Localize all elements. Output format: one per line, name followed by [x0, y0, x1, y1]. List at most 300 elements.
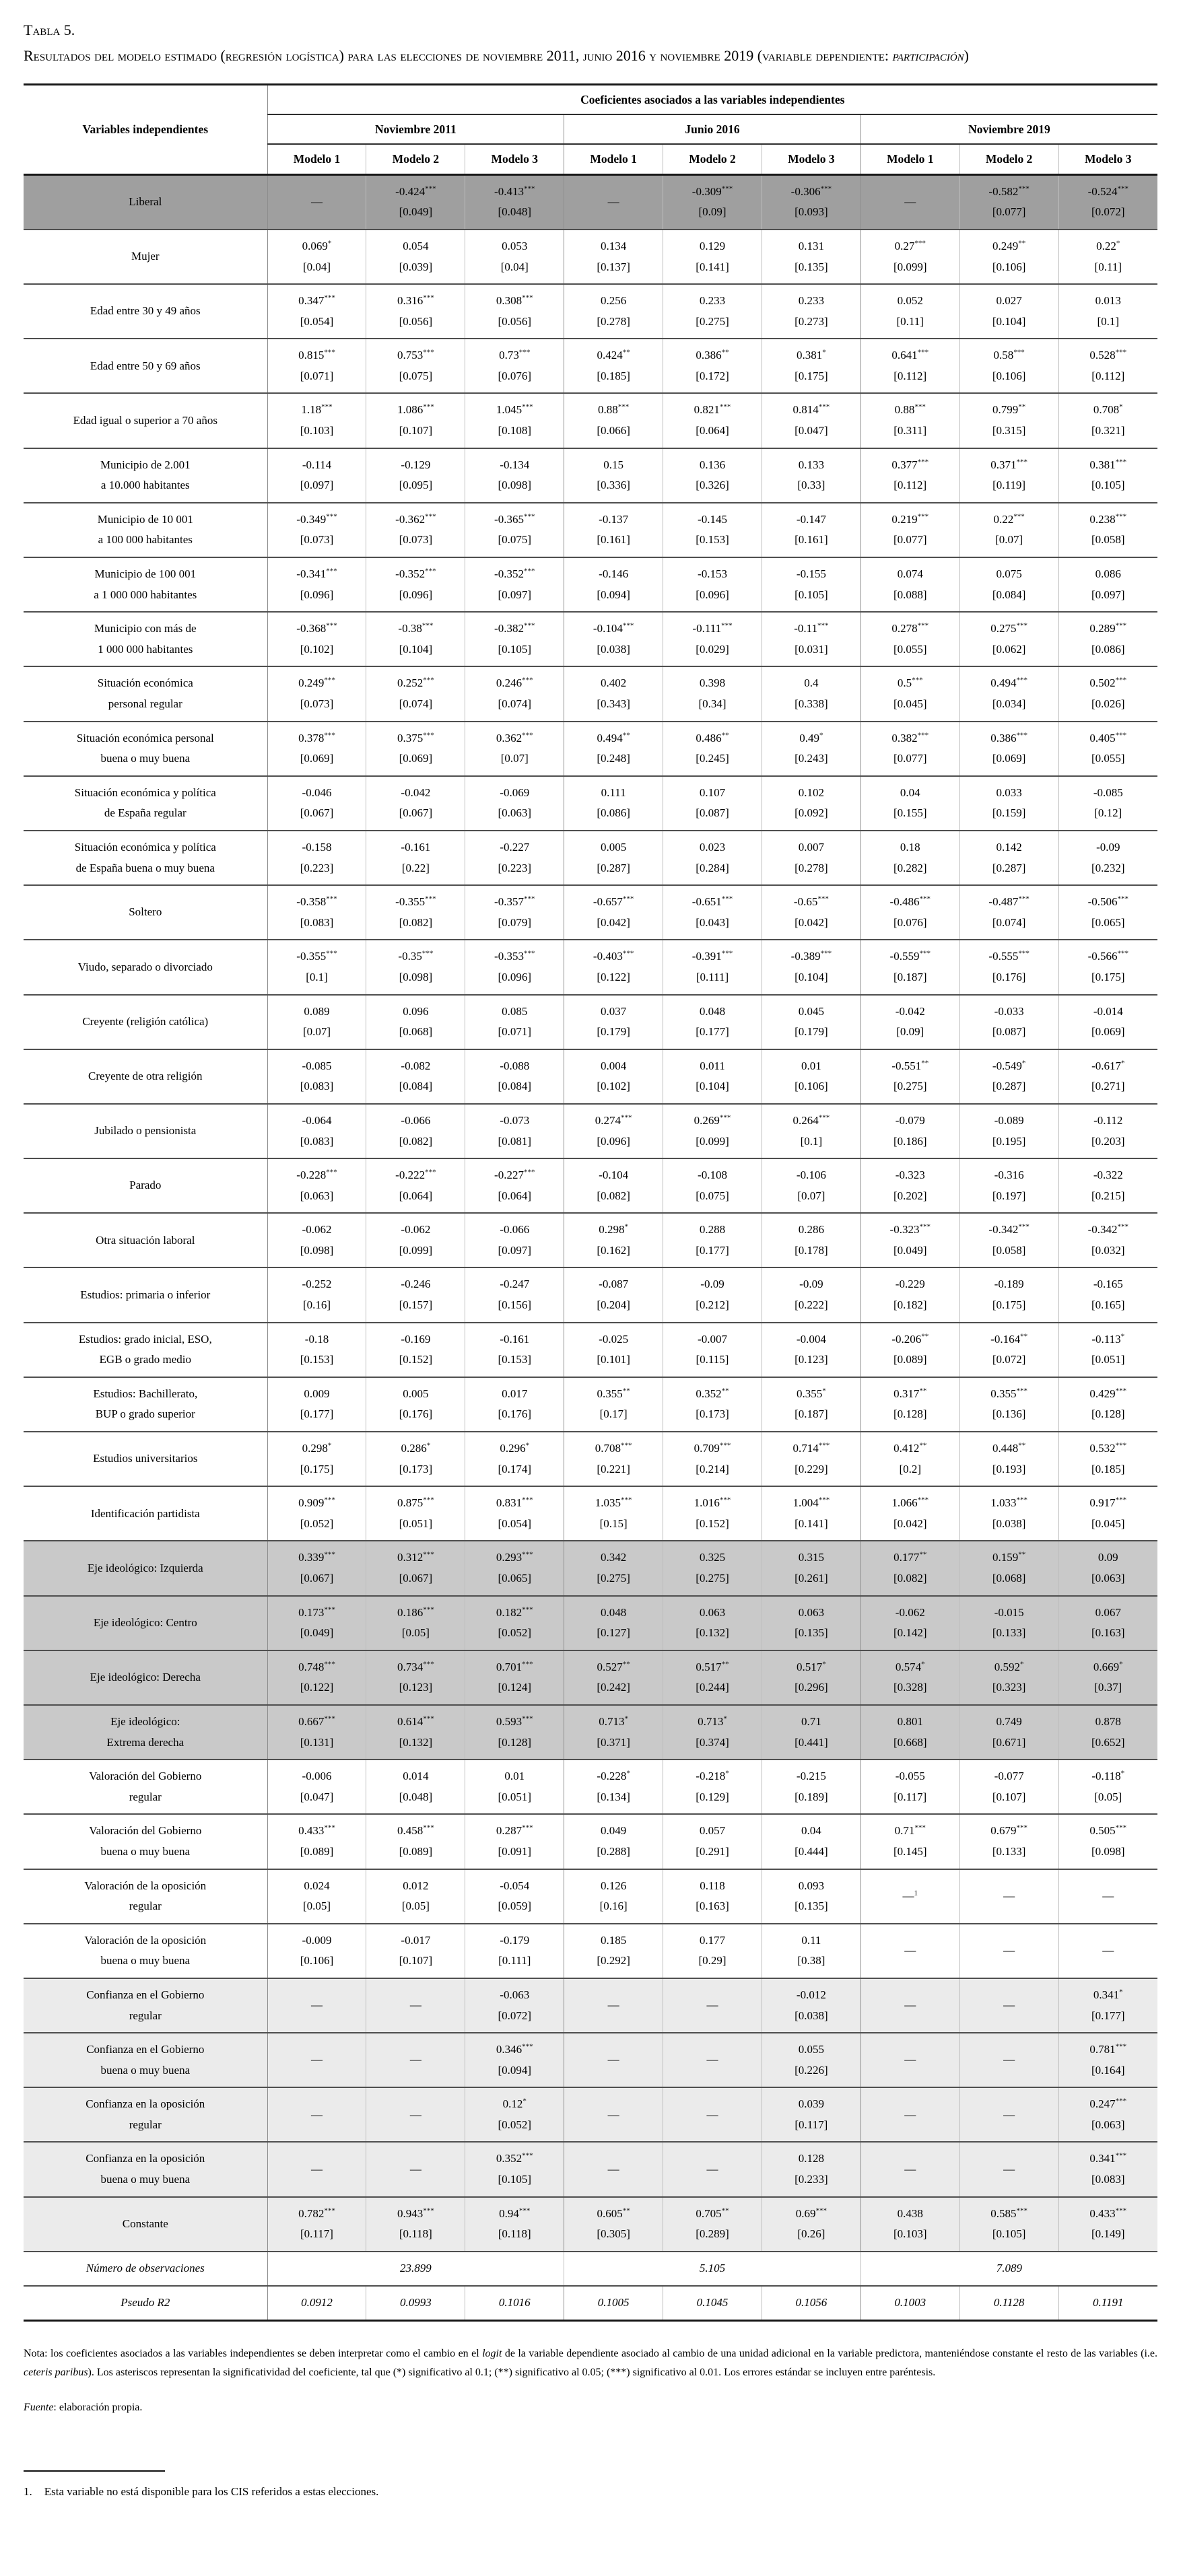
coefficient-cell: [762, 1814, 861, 1869]
coefficient-value: -0.069: [500, 786, 530, 799]
coefficient-cell: [861, 1158, 959, 1213]
coefficient-value: -0.357***: [494, 895, 535, 909]
coefficient-value: -0.189: [994, 1278, 1024, 1291]
standard-error: [0.315]: [992, 424, 1026, 438]
standard-error: [0.034]: [992, 697, 1026, 711]
variable-label: Estudios: Bachillerato, BUP o grado superior: [93, 1387, 198, 1421]
coefficient-cell: [1058, 1924, 1157, 1978]
coefficient-value: 0.339***: [298, 1550, 335, 1564]
standard-error: [0.296]: [795, 1681, 828, 1694]
coefficient-value: -0.215: [796, 1770, 826, 1783]
coefficient-cell: [465, 1978, 564, 2033]
coefficient-cell: [762, 448, 861, 503]
standard-error: [0.197]: [992, 1189, 1026, 1202]
standard-error: [0.042]: [597, 915, 630, 929]
standard-error: [0.374]: [696, 1735, 729, 1749]
standard-error: [0.076]: [498, 369, 532, 382]
variable-label: Municipio de 10 001 a 100 000 habitantes: [97, 512, 193, 547]
coefficient-value: 0.679***: [990, 1823, 1027, 1838]
coefficient-cell: [663, 1486, 762, 1541]
coefficient-value: -0.323***: [889, 1222, 931, 1237]
significance-marker: *: [819, 730, 823, 739]
standard-error: [0.042]: [795, 915, 828, 929]
significance-marker: ***: [423, 348, 434, 357]
significance-marker: ***: [917, 348, 929, 357]
coefficient-value: 0.269***: [694, 1113, 731, 1127]
coefficient-cell: [1058, 230, 1157, 284]
significance-marker: ***: [1117, 184, 1128, 193]
not-available-dash: —: [904, 1944, 916, 1957]
significance-marker: ***: [1016, 1823, 1027, 1832]
coefficient-cell: [861, 2142, 959, 2196]
standard-error: [0.37]: [1094, 1681, 1122, 1694]
standard-error: [0.175]: [795, 369, 828, 382]
standard-error: [0.084]: [399, 1080, 433, 1093]
table-row: [24, 995, 1157, 1049]
standard-error: [0.15]: [599, 1517, 628, 1530]
coefficient-value: 0.382***: [891, 730, 929, 744]
coefficient-value: -0.042: [401, 786, 431, 799]
coefficient-cell: [861, 1541, 959, 1595]
variable-label: Situación económica personal buena o muy buena: [76, 731, 214, 765]
variable-label: Eje ideológico: Extrema derecha: [106, 1714, 184, 1749]
significance-marker: ***: [1016, 458, 1027, 466]
significance-marker: ***: [518, 348, 531, 357]
standard-error: [0.05]: [401, 1626, 430, 1640]
coefficient-value: 0.708***: [595, 1441, 632, 1455]
coefficient-value: 0.054: [403, 239, 429, 252]
coefficient-value: -0.007: [698, 1332, 727, 1346]
standard-error: [0.175]: [300, 1462, 334, 1475]
coefficient-value: 0.089: [304, 1004, 330, 1018]
variable-label: Identificación partidista: [90, 1506, 200, 1520]
coefficient-value: 0.22***: [993, 512, 1025, 526]
coefficient-cell: [465, 1486, 564, 1541]
ceteris-paribus-term: ceteris paribus: [24, 2367, 88, 2379]
significance-marker: **: [721, 1387, 729, 1395]
table-row: [24, 1978, 1157, 2033]
table-row: [24, 339, 1157, 393]
coefficient-cell: [762, 174, 861, 230]
standard-error: [0.076]: [893, 915, 927, 929]
footnote-number: 1.: [24, 2485, 32, 2499]
coefficient-value: -0.118*: [1091, 1769, 1125, 1783]
coefficient-value: 0.429***: [1089, 1387, 1127, 1400]
variable-label: Situación económica y política de España buena o muy buena: [74, 840, 216, 874]
coefficient-cell: [366, 1049, 465, 1104]
significance-marker: ***: [621, 1113, 632, 1122]
coefficient-cell: [959, 1158, 1058, 1213]
coefficient-cell: [267, 1924, 366, 1978]
coefficient-value: -0.355***: [296, 949, 337, 963]
variable-label: Confianza en la oposición buena o muy buena: [86, 2152, 205, 2186]
coefficient-cell: [1058, 1541, 1157, 1595]
table-row: [24, 284, 1157, 339]
coefficient-value: 0.18: [900, 840, 920, 854]
coefficient-cell: [959, 995, 1058, 1049]
standard-error: [0.026]: [1091, 697, 1125, 711]
table-title-text: Resultados del modelo estimado (regresión logística) para las elecciones de noviembre 2011, junio 2016 y noviembre 2019: [24, 46, 754, 64]
standard-error: [0.047]: [795, 424, 828, 438]
standard-error: [0.29]: [698, 1954, 727, 1968]
coefficient-cell: [861, 1705, 959, 1760]
standard-error: [0.223]: [300, 861, 334, 874]
coefficient-cell: [465, 339, 564, 393]
standard-error: [0.067]: [300, 806, 334, 820]
variable-label: Estudios: grado inicial, ESO, EGB o grado medio: [78, 1332, 212, 1366]
coefficient-cell: [1058, 393, 1157, 448]
coefficient-cell: [465, 1158, 564, 1213]
column-header-model: Modelo 3: [762, 144, 861, 174]
standard-error: [0.282]: [893, 861, 927, 874]
column-group-nov-2011: Noviembre 2011: [267, 114, 564, 144]
standard-error: [0.176]: [992, 970, 1026, 983]
coefficient-cell: [762, 1924, 861, 1978]
standard-error: [0.338]: [795, 697, 828, 711]
coefficient-value: 0.126: [601, 1879, 627, 1892]
coefficient-cell: [663, 174, 762, 230]
coefficient-value: 1.045***: [496, 403, 533, 417]
coefficient-value: -0.424***: [395, 184, 436, 198]
standard-error: [0.075]: [498, 533, 532, 547]
coefficient-cell: [267, 557, 366, 612]
standard-error: [0.096]: [498, 970, 532, 983]
coefficient-cell: [465, 885, 564, 940]
significance-marker: ***: [425, 1168, 436, 1177]
not-available-dash: —: [409, 2162, 421, 2175]
coefficient-value: 0.107: [699, 786, 726, 799]
column-header-model: Modelo 3: [465, 144, 564, 174]
coefficient-value: -0.104***: [593, 621, 634, 635]
coefficient-cell: [663, 284, 762, 339]
standard-error: [0.066]: [597, 424, 630, 438]
coefficient-cell: [959, 503, 1058, 557]
significance-marker: ***: [1018, 949, 1030, 958]
coefficient-cell: [267, 393, 366, 448]
table-number: Tabla 5.: [24, 22, 75, 38]
coefficient-cell: [1058, 1869, 1157, 1924]
coefficient-cell: [959, 2087, 1058, 2142]
standard-error: [0.288]: [597, 1844, 630, 1858]
coefficient-value: 0.316***: [397, 293, 434, 308]
standard-error: [0.106]: [992, 369, 1026, 382]
coefficient-cell: [959, 722, 1058, 776]
standard-error: [0.055]: [1091, 752, 1125, 765]
coefficient-cell: [959, 1596, 1058, 1650]
significance-marker: ***: [622, 895, 634, 903]
coefficient-cell: [564, 174, 663, 230]
not-available-dash: —: [607, 2162, 619, 2175]
standard-error: [0.106]: [300, 1954, 334, 1968]
coefficient-cell: [762, 557, 861, 612]
standard-error: [0.083]: [300, 915, 334, 929]
significance-marker: ***: [324, 293, 335, 302]
coefficient-value: 0.007: [798, 840, 824, 854]
standard-error: [0.086]: [597, 806, 630, 820]
significance-marker: ***: [721, 184, 733, 193]
significance-marker: ***: [321, 403, 333, 411]
standard-error: [0.07]: [797, 1189, 825, 1202]
coefficient-cell: [1058, 1978, 1157, 2033]
standard-error: [0.328]: [893, 1681, 927, 1694]
coefficient-cell: [465, 1104, 564, 1158]
coefficient-cell: [366, 1267, 465, 1322]
standard-error: [0.321]: [1091, 424, 1125, 438]
pseudo-r2-value: 0.0912: [267, 2286, 366, 2320]
significance-marker: *: [1120, 1769, 1125, 1778]
standard-error: [0.091]: [498, 1844, 532, 1858]
significance-marker: ***: [522, 1605, 533, 1613]
coefficient-cell: [959, 666, 1058, 721]
coefficient-cell: [366, 2197, 465, 2252]
coefficient-cell: [663, 995, 762, 1049]
standard-error: [0.104]: [795, 970, 828, 983]
coefficient-cell: [465, 503, 564, 557]
coefficient-cell: [1058, 1377, 1157, 1432]
standard-error: [0.128]: [1091, 1407, 1125, 1421]
coefficient-value: 0.111: [601, 786, 626, 799]
table-row: [24, 776, 1157, 831]
coefficient-cell: [1058, 612, 1157, 666]
standard-error: [0.1]: [1097, 314, 1120, 328]
significance-marker: ***: [425, 512, 436, 521]
coefficient-value: -0.362***: [395, 512, 436, 526]
standard-error: [0.067]: [399, 806, 433, 820]
standard-error: [0.444]: [795, 1844, 828, 1858]
coefficient-value: 0.494***: [990, 676, 1027, 690]
coefficient-cell: [959, 1869, 1058, 1924]
standard-error: [0.084]: [992, 588, 1026, 601]
table-row: [24, 1596, 1157, 1650]
coefficient-value: 0.355*: [797, 1387, 826, 1400]
standard-error: [0.077]: [893, 752, 927, 765]
standard-error: [0.083]: [300, 1080, 334, 1093]
coefficient-value: 0.287***: [496, 1823, 533, 1838]
standard-error: [0.096]: [300, 588, 334, 601]
standard-error: [0.117]: [795, 2118, 828, 2131]
significance-marker: ***: [523, 621, 535, 630]
coefficient-cell: [663, 503, 762, 557]
coefficient-value: 0.024: [304, 1879, 330, 1892]
significance-marker: **: [622, 730, 630, 739]
standard-error: [0.156]: [498, 1298, 532, 1312]
significance-marker: ***: [522, 676, 533, 685]
coefficient-cell: [861, 1213, 959, 1267]
coefficient-cell: [861, 1924, 959, 1978]
coefficient-cell: [366, 1978, 465, 2033]
table-row: [24, 1486, 1157, 1541]
coefficient-cell: [465, 1814, 564, 1869]
coefficient-cell: [762, 940, 861, 994]
standard-error: [0.052]: [498, 2118, 532, 2131]
coefficient-value: 0.377***: [891, 458, 929, 471]
standard-error: [0.051]: [1091, 1353, 1125, 1366]
coefficient-cell: [564, 666, 663, 721]
coefficient-cell: [959, 339, 1058, 393]
coefficient-cell: [663, 1596, 762, 1650]
coefficient-value: 0.096: [403, 1004, 429, 1018]
standard-error: [0.09]: [896, 1025, 924, 1039]
coefficient-cell: [959, 1541, 1058, 1595]
coefficient-value: -0.146: [599, 567, 629, 581]
significance-marker: ***: [1115, 2151, 1127, 2160]
coefficient-value: -0.064: [302, 1113, 332, 1127]
coefficient-cell: [959, 1814, 1058, 1869]
standard-error: [0.095]: [399, 479, 433, 492]
coefficient-value: -0.306***: [790, 184, 832, 198]
coefficient-value: -0.033: [994, 1004, 1024, 1018]
coefficient-cell: [762, 1869, 861, 1924]
coefficient-cell: [465, 2197, 564, 2252]
coefficient-value: 0.09: [1098, 1551, 1118, 1564]
coefficient-value: 0.593***: [496, 1714, 533, 1728]
standard-error: [0.152]: [696, 1517, 729, 1530]
standard-error: [0.096]: [399, 588, 433, 601]
table-row: [24, 1869, 1157, 1924]
coefficient-value: -0.218*: [696, 1769, 729, 1783]
results-table: [24, 83, 1157, 2322]
variable-label: Confianza en el Gobierno regular: [86, 1988, 205, 2022]
standard-error: [0.133]: [992, 1844, 1026, 1858]
significance-marker: ***: [1115, 1823, 1127, 1832]
coefficient-cell: [465, 1705, 564, 1760]
standard-error: [0.096]: [696, 588, 729, 601]
coefficient-value: -0.009: [302, 1933, 332, 1947]
coefficient-value: 0.286: [798, 1223, 824, 1237]
coefficient-value: -0.165: [1093, 1278, 1123, 1291]
coefficient-value: -0.006: [302, 1770, 332, 1783]
coefficient-value: 0.052: [897, 294, 923, 308]
coefficient-value: -0.108: [698, 1169, 727, 1182]
significance-marker: ***: [818, 1496, 830, 1504]
significance-marker: ***: [917, 621, 929, 630]
not-available-dash: —: [607, 2108, 619, 2121]
significance-marker: ***: [721, 895, 733, 903]
standard-error: [0.083]: [1091, 2173, 1125, 2186]
coefficient-value: 0.069*: [302, 239, 332, 252]
significance-marker: *: [822, 348, 826, 357]
coefficient-value: 0.129: [699, 239, 726, 252]
significance-marker: ***: [1115, 1387, 1127, 1395]
significance-marker: **: [1018, 403, 1026, 411]
coefficient-cell: [564, 776, 663, 831]
coefficient-cell: [1058, 1158, 1157, 1213]
coefficient-value: 0.086: [1095, 567, 1121, 581]
coefficient-value: 0.438: [897, 2206, 923, 2220]
standard-error: [0.229]: [795, 1462, 828, 1475]
standard-error: [0.055]: [893, 642, 927, 656]
coefficient-value: 0.398: [699, 676, 726, 690]
significance-marker: ***: [423, 676, 434, 685]
standard-error: [0.203]: [1091, 1134, 1125, 1148]
coefficient-value: 0.782***: [298, 2206, 335, 2220]
coefficient-cell: [1058, 1760, 1157, 1814]
standard-error: [0.064]: [498, 1189, 532, 1202]
significance-marker: **: [622, 2206, 630, 2215]
standard-error: [0.215]: [1091, 1189, 1125, 1202]
coefficient-value: -0.161: [500, 1332, 530, 1346]
coefficient-cell: [959, 1432, 1058, 1486]
significance-marker: ***: [719, 1113, 731, 1122]
coefficient-cell: [1058, 2142, 1157, 2196]
coefficient-value: 0.433***: [1089, 2206, 1127, 2220]
standard-error: [0.072]: [1091, 205, 1125, 219]
coefficient-value: -0.145: [698, 512, 727, 526]
coefficient-value: 0.067: [1095, 1605, 1121, 1619]
standard-error: [0.12]: [1094, 806, 1122, 820]
table-row: [24, 1267, 1157, 1322]
coefficient-value: -0.046: [302, 786, 332, 799]
significance-marker: *: [725, 1769, 729, 1778]
coefficient-value: 0.405***: [1089, 730, 1127, 744]
dependent-variable-note: (variable dependiente: participación): [757, 46, 969, 64]
coefficient-cell: [465, 940, 564, 994]
table-row: [24, 1924, 1157, 1978]
coefficient-value: 0.528***: [1089, 348, 1127, 362]
standard-error: [0.161]: [795, 533, 828, 547]
coefficient-value: -0.073: [500, 1113, 530, 1127]
standard-error: [0.096]: [597, 1134, 630, 1148]
coefficient-value: -0.179: [500, 1933, 530, 1947]
header-row-coef-title: [24, 84, 1157, 114]
coefficient-cell: [861, 995, 959, 1049]
coefficient-value: -0.062: [401, 1223, 431, 1237]
coefficient-value: -0.012: [796, 1988, 826, 2001]
coefficient-cell: [861, 1760, 959, 1814]
coefficient-value: 0.592*: [994, 1660, 1024, 1673]
significance-marker: ***: [326, 895, 337, 903]
variable-label: Edad igual o superior a 70 años: [73, 413, 217, 427]
standard-error: [0.099]: [399, 1243, 433, 1257]
standard-error: [0.039]: [399, 260, 433, 273]
coefficient-cell: [465, 230, 564, 284]
coefficient-cell: [465, 1049, 564, 1104]
coefficient-value: -0.063: [500, 1988, 530, 2001]
coefficient-cell: [861, 230, 959, 284]
coefficient-cell: [663, 2197, 762, 2252]
coefficient-cell: [959, 776, 1058, 831]
coefficient-cell: [663, 722, 762, 776]
coefficient-value: 0.011: [700, 1059, 725, 1072]
standard-error: [0.092]: [795, 806, 828, 820]
coefficient-value: 0.341*: [1093, 1988, 1123, 2001]
standard-error: [0.104]: [696, 1080, 729, 1093]
coefficient-cell: [465, 2087, 564, 2142]
coefficient-value: 0.057: [699, 1824, 726, 1838]
coefficient-value: 0.075: [996, 567, 1022, 581]
standard-error: [0.103]: [893, 2227, 927, 2241]
coefficient-value: -0.114: [302, 458, 332, 471]
standard-error: [0.062]: [992, 642, 1026, 656]
significance-marker: ***: [324, 1714, 335, 1723]
coefficient-cell: [663, 1158, 762, 1213]
coefficient-value: -0.015: [994, 1605, 1024, 1619]
coefficient-cell: [267, 2197, 366, 2252]
coefficient-cell: [663, 1814, 762, 1869]
coefficient-cell: [366, 995, 465, 1049]
standard-error: [0.123]: [399, 1681, 433, 1694]
coefficient-value: -0.153: [698, 567, 727, 581]
significance-marker: ***: [817, 895, 829, 903]
coefficient-cell: [1058, 776, 1157, 831]
coefficient-cell: [663, 1267, 762, 1322]
not-available-dash: —: [706, 2162, 718, 2175]
coefficient-cell: [762, 776, 861, 831]
coefficient-cell: [861, 885, 959, 940]
coefficient-value: 0.424**: [597, 348, 630, 362]
coefficient-cell: [762, 995, 861, 1049]
standard-error: [0.185]: [1091, 1462, 1125, 1475]
